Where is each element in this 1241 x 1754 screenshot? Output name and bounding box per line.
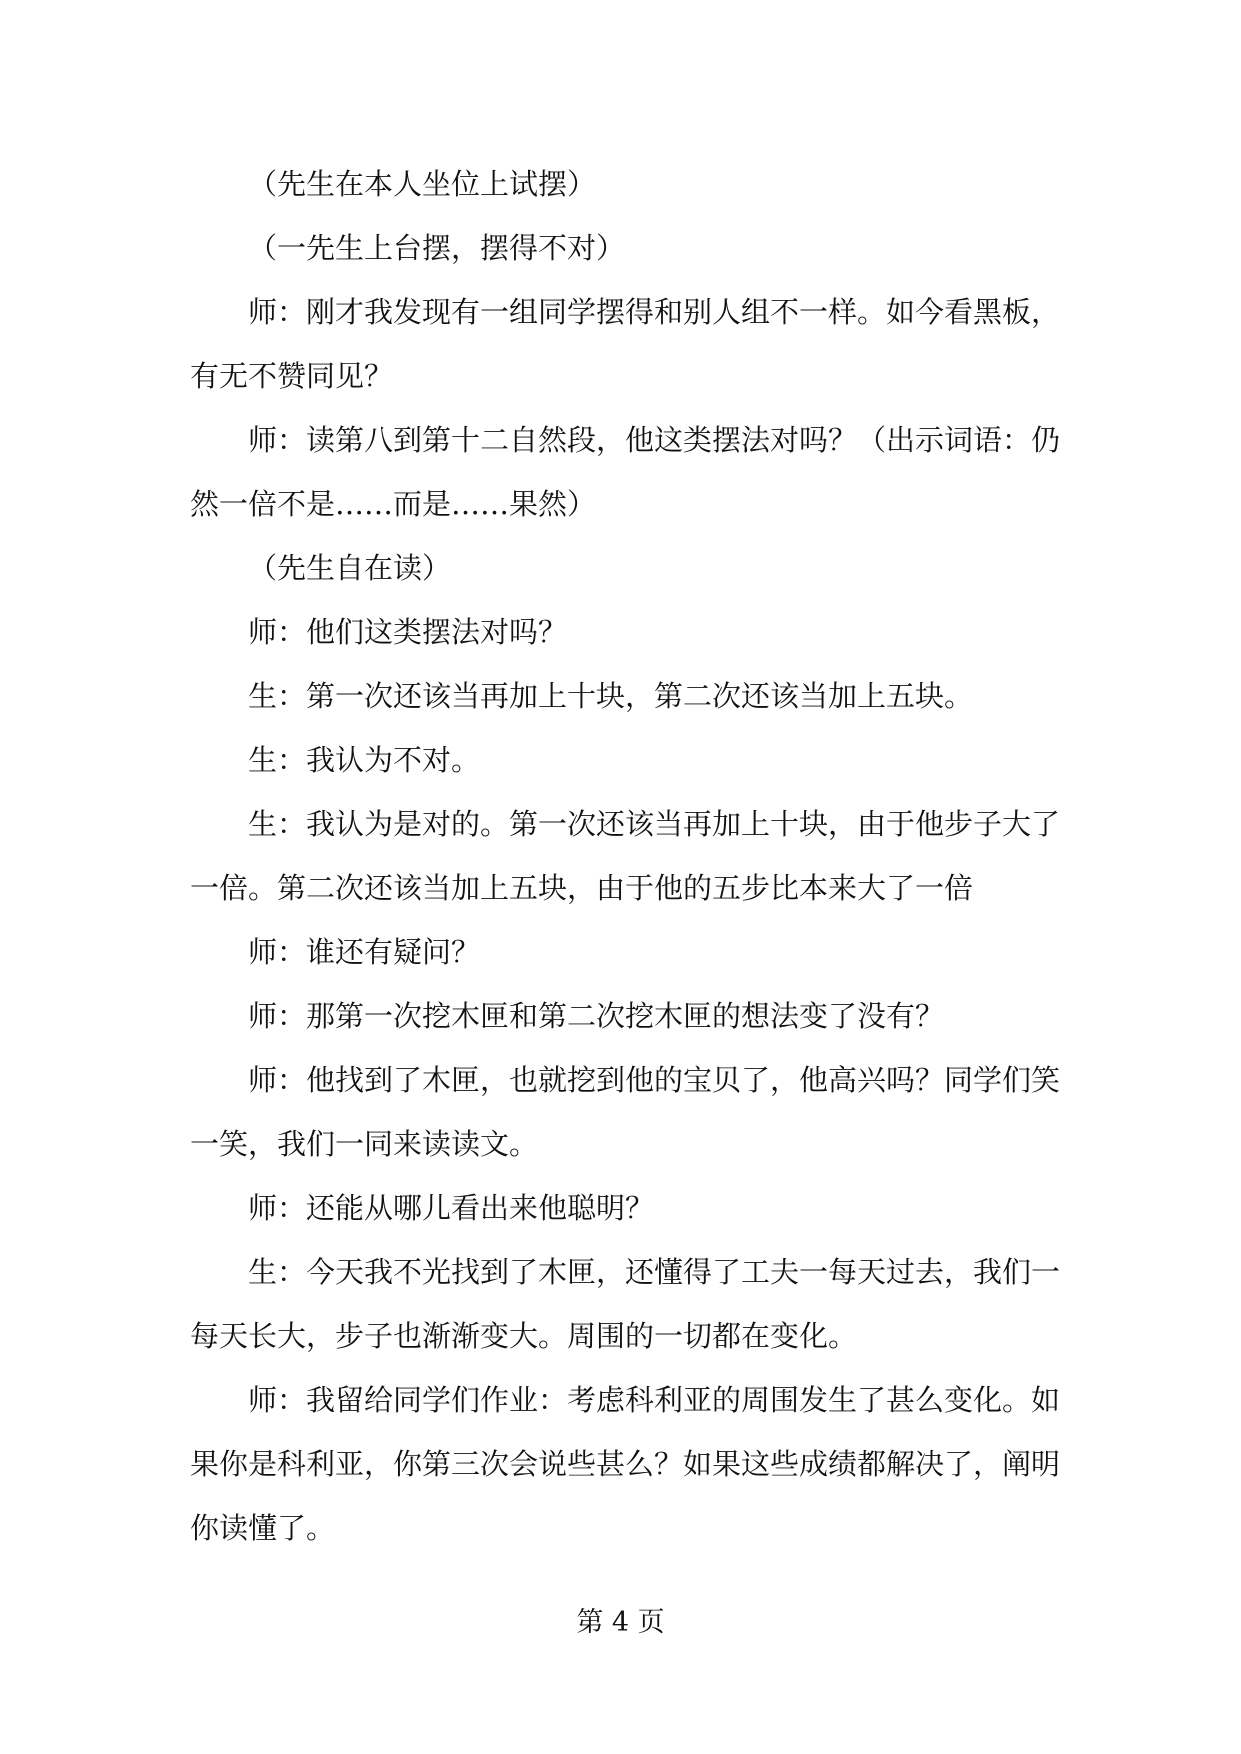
paragraph: 师：我留给同学们作业：考虑科利亚的周围发生了甚么变化。如果你是科利亚，你第三次会说些甚么？如果这些成绩都解决了，阐明你读懂了。 <box>190 1383 1061 1545</box>
paragraph: （先生在本人坐位上试摆） <box>248 167 597 201</box>
paragraph: 师：读第八到第十二自然段，他这类摆法对吗？（出示词语：仍然一倍不是……而是……果然） <box>190 423 1061 521</box>
paragraph: 生：第一次还该当再加上十块，第二次还该当加上五块。 <box>248 679 974 713</box>
paragraph: 师：谁还有疑问？ <box>248 935 481 969</box>
paragraph: 师：刚才我发现有一组同学摆得和别人组不一样。如今看黑板，有无不赞同见？ <box>190 295 1061 393</box>
page-number: 第 4 页 <box>576 1607 665 1638</box>
paragraph: 生：我认为不对。 <box>248 743 481 777</box>
paragraph: （先生自在读） <box>248 551 452 585</box>
paragraph: 师：他找到了木匣，也就挖到他的宝贝了，他高兴吗？同学们笑一笑，我们一同来读读文。 <box>190 1063 1061 1161</box>
paragraph: 生：今天我不光找到了木匣，还懂得了工夫一每天过去，我们一每天长大，步子也渐渐变大。周围的一切都在变化。 <box>190 1255 1061 1353</box>
paragraph: 师：那第一次挖木匣和第二次挖木匣的想法变了没有？ <box>248 999 945 1033</box>
document-body <box>190 152 1082 1560</box>
paragraph: （一先生上台摆，摆得不对） <box>248 231 626 265</box>
paragraph: 师：他们这类摆法对吗？ <box>248 615 568 649</box>
paragraph: 师：还能从哪儿看出来他聪明？ <box>248 1191 655 1225</box>
paragraph: 生：我认为是对的。第一次还该当再加上十块，由于他步子大了一倍。第二次还该当加上五块，由于他的五步比本来大了一倍 <box>190 807 1061 905</box>
